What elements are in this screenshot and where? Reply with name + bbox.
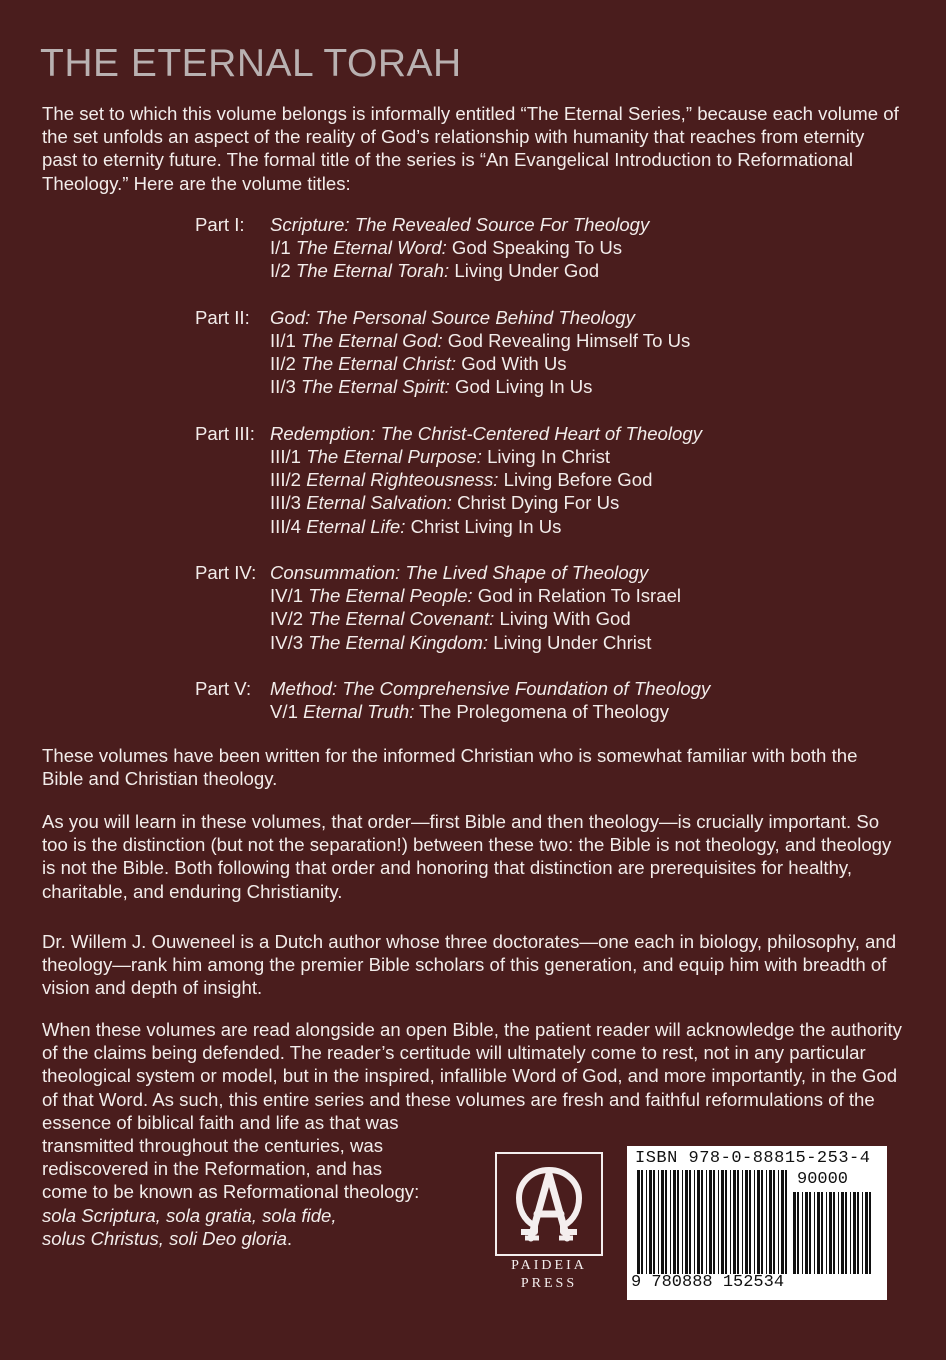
audience-paragraph: These volumes have been written for the informed Christian who is somewhat familiar with both the Bible and Christian theology.: [42, 745, 858, 790]
closing-paragraph-continued: transmitted throughout the centuries, was rediscovered in the Reformation, and has come to be known as Reformational theology: sola Scriptura, sola gratia, sola fide, solus Christus, soli Deo gloria.: [42, 1134, 482, 1250]
barcode-bar: [857, 1192, 859, 1274]
barcode-bar: [814, 1192, 815, 1274]
barcode-bar: [637, 1170, 640, 1274]
barcode-bar: [677, 1170, 679, 1274]
alpha-omega-icon: [497, 1154, 601, 1254]
barcode-bar: [730, 1170, 731, 1274]
part-title: Method: The Comprehensive Foundation of Theology: [270, 678, 711, 699]
barcode-bar: [713, 1170, 715, 1274]
barcode-bar: [817, 1192, 820, 1274]
barcode-bar: [701, 1170, 703, 1274]
barcode-bar: [709, 1170, 712, 1274]
barcode-bar: [845, 1192, 847, 1274]
barcode-bar: [658, 1170, 659, 1274]
publisher-name-line1: PAIDEIA: [511, 1258, 587, 1273]
part-group: [195, 422, 710, 538]
ean-barcode-bars: [637, 1170, 787, 1274]
volume-entry: V/1 Eternal Truth: The Prolegomena of Theology: [270, 701, 670, 723]
series-intro-paragraph: The set to which this volume belongs is informally entitled “The Eternal Series,” because each volume of the set unfolds an aspect of the reality of God’s relationship with humanity that reaches from eternity past to eternity future. The formal title of the series is “An Evangelical Introduction to Reformational Theology.” Here are the volume titles:: [42, 103, 899, 194]
barcode-bar: [661, 1170, 664, 1274]
volume-entry: III/1 The Eternal Purpose: Living In Christ: [270, 446, 611, 467]
barcode-bar: [761, 1170, 763, 1274]
price-barcode-bars: [793, 1192, 873, 1274]
part-label: Part V:: [195, 678, 252, 699]
barcode-bar: [665, 1170, 667, 1274]
volume-entry: IV/1 The Eternal People: God in Relation To Israel: [270, 585, 682, 607]
barcode-bar: [749, 1170, 751, 1274]
volume-list: [195, 213, 710, 747]
barcode-bar: [869, 1192, 871, 1274]
volume-entry: I/2 The Eternal Torah: Living Under God: [270, 260, 600, 282]
barcode-bar: [733, 1170, 736, 1274]
barcode-bar: [769, 1170, 772, 1274]
barcode-bar: [718, 1170, 719, 1274]
barcode-bar: [809, 1192, 811, 1274]
part-group: [195, 561, 710, 654]
barcode-bar: [649, 1170, 652, 1274]
barcode-bar: [865, 1192, 868, 1274]
part-group: [195, 677, 710, 723]
author-paragraph: Dr. Willem J. Ouweneel is a Dutch author whose three doctorates—one each in biology, philosophy, and theology—rank him among the premier Bible scholars of this generation, and equip him with breadth of vision and depth of insight.: [42, 931, 897, 999]
part-label: Part III:: [195, 422, 255, 444]
barcode-bar: [653, 1170, 655, 1274]
part-title: Consummation: The Lived Shape of Theology: [270, 562, 649, 583]
barcode-bar: [821, 1192, 823, 1274]
barcode-bar: [829, 1192, 832, 1274]
part-group: [195, 306, 710, 399]
volume-entry: III/2 Eternal Righteousness: Living Before God: [270, 469, 653, 491]
volume-entry: II/3 The Eternal Spirit: God Living In Us: [270, 376, 593, 398]
isbn-barcode: [627, 1146, 887, 1300]
barcode-bar: [793, 1192, 796, 1274]
barcode-bar: [850, 1192, 851, 1274]
barcode-bar: [757, 1170, 760, 1274]
barcode-bar: [745, 1170, 748, 1274]
barcode-bar: [802, 1192, 803, 1274]
barcode-bar: [742, 1170, 743, 1274]
volume-entry: IV/3 The Eternal Kingdom: Living Under Christ: [270, 631, 652, 653]
barcode-bar: [841, 1192, 844, 1274]
barcode-bar: [805, 1192, 808, 1274]
price-code-text: 90000: [797, 1170, 849, 1189]
barcode-bar: [833, 1192, 835, 1274]
barcode-bar: [697, 1170, 700, 1274]
publisher-logo: [495, 1152, 603, 1296]
barcode-bar: [682, 1170, 683, 1274]
volume-entry: II/2 The Eternal Christ: God With Us: [270, 353, 567, 375]
book-title: THE ETERNAL TORAH: [40, 42, 462, 85]
barcode-bar: [725, 1170, 727, 1274]
barcode-bar: [641, 1170, 643, 1274]
volume-entry: I/1 The Eternal Word: God Speaking To Us: [270, 237, 623, 259]
part-group: [195, 213, 710, 283]
barcode-bar: [778, 1170, 779, 1274]
barcode-bar: [754, 1170, 755, 1274]
part-label: Part II:: [195, 306, 250, 328]
barcode-bar: [766, 1170, 767, 1274]
part-title: Scripture: The Revealed Source For Theology: [270, 214, 650, 235]
order-paragraph: As you will learn in these volumes, that order—first Bible and then theology—is crucially important. So too is the distinction (but not the separation!) between these two: the Bible is not theology, and theology is not the Bible. Both following that order and honoring that distinction are prerequisites for healthy, charitable, and enduring Christianity.: [42, 811, 892, 902]
barcode-bar: [685, 1170, 688, 1274]
barcode-bar: [862, 1192, 863, 1274]
barcode-bar: [826, 1192, 827, 1274]
barcode-bar: [838, 1192, 839, 1274]
barcode-bar: [670, 1170, 671, 1274]
barcode-bar: [773, 1170, 775, 1274]
volume-entry: II/1 The Eternal God: God Revealing Himself To Us: [270, 330, 691, 351]
volume-entry: III/4 Eternal Life: Christ Living In Us: [270, 515, 562, 537]
publisher-name-line2: PRESS: [520, 1276, 578, 1291]
part-title: Redemption: The Christ-Centered Heart of Theology: [270, 422, 702, 444]
volume-entry: III/3 Eternal Salvation: Christ Dying For Us: [270, 492, 620, 514]
part-title: God: The Personal Source Behind Theology: [270, 306, 635, 328]
barcode-bar: [785, 1170, 787, 1274]
barcode-bar: [689, 1170, 691, 1274]
barcode-bar: [646, 1170, 647, 1274]
solas-line: sola Scriptura, sola gratia, sola fide,: [42, 1204, 337, 1226]
isbn-text: ISBN 978-0-88815-253-4: [635, 1149, 871, 1168]
volume-entry: IV/2 The Eternal Covenant: Living With God: [270, 608, 631, 630]
barcode-bar: [706, 1170, 707, 1274]
barcode-bar: [673, 1170, 676, 1274]
closing-paragraph: When these volumes are read alongside an open Bible, the patient reader will acknowledge the authority of the claims being defended. The reader’s certitude will ultimately come to rest, not in any particular theological system or model, but in the inspired, infallible Word of God, and more importantly, in the God of that Word. As such, this entire series and these volumes are fresh and faithful reformulations of the essence of biblical faith and life as that was: [42, 1019, 902, 1133]
barcode-bar: [853, 1192, 856, 1274]
barcode-bar: [781, 1170, 784, 1274]
barcode-bar: [721, 1170, 724, 1274]
solas-line: solus Christus, soli Deo gloria: [42, 1227, 287, 1249]
part-label: Part IV:: [195, 562, 257, 583]
barcode-bar: [694, 1170, 695, 1274]
part-label: Part I:: [195, 214, 245, 235]
barcode-bar: [797, 1192, 799, 1274]
barcode-bar: [737, 1170, 739, 1274]
ean-digits: 9 780888 152534: [631, 1273, 785, 1292]
